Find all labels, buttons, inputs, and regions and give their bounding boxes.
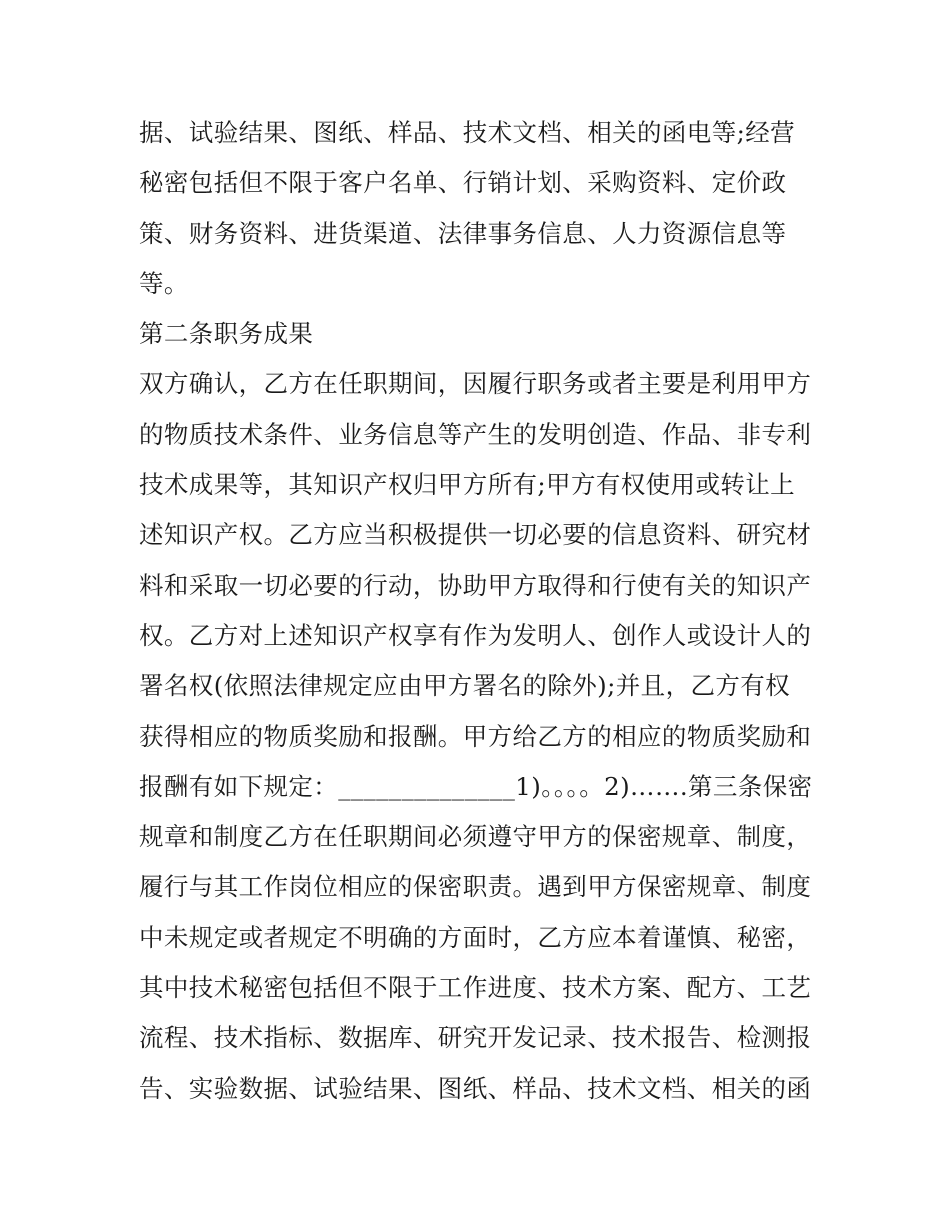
text-line: 技术成果等，其知识产权归甲方所有;甲方有权使用或转让上 (139, 470, 796, 500)
text-line: 告、实验数据、试验结果、图纸、样品、技术文档、相关的函 (139, 1073, 812, 1103)
text-line: 料和采取一切必要的行动，协助甲方取得和行使有关的知识产 (139, 570, 812, 600)
text-line: 权。乙方对上述知识产权享有作为发明人、创作人或设计人的 (139, 620, 812, 650)
text-line: 中未规定或者规定不明确的方面时，乙方应本着谨慎、秘密， (139, 922, 812, 952)
text-line: 履行与其工作岗位相应的保密职责。遇到甲方保密规章、制度 (139, 872, 812, 902)
text-line: 述知识产权。乙方应当积极提供一切必要的信息资料、研究材 (139, 520, 812, 550)
text-line: 等。 (139, 268, 189, 298)
text-line: 署名权(依照法律规定应由甲方署名的除外);并且，乙方有权 (139, 671, 791, 701)
text-line: 双方确认，乙方在任职期间，因履行职务或者主要是利用甲方 (139, 369, 812, 399)
text-line: 报酬有如下规定：______________1)。。。。2)…….第三条保密 (139, 771, 813, 801)
text-line: 其中技术秘密包括但不限于工作进度、技术方案、配方、工艺 (139, 973, 812, 1003)
text-line: 策、财务资料、进货渠道、法律事务信息、人力资源信息等 (139, 218, 787, 248)
section-heading: 第二条职务成果 (139, 319, 314, 349)
text-line: 据、试验结果、图纸、样品、技术文档、相关的函电等;经营 (139, 118, 796, 147)
text-line: 的物质技术条件、业务信息等产生的发明创造、作品、非专利 (139, 419, 812, 449)
text-line: 获得相应的物质奖励和报酬。甲方给乙方的相应的物质奖励和 (139, 721, 812, 751)
text-line: 流程、技术指标、数据库、研究开发记录、技术报告、检测报 (139, 1023, 812, 1053)
text-line: 规章和制度乙方在任职期间必须遵守甲方的保密规章、制度， (139, 822, 812, 852)
text-line: 秘密包括但不限于客户名单、行销计划、采购资料、定价政 (139, 168, 787, 198)
document-body (139, 108, 819, 1114)
